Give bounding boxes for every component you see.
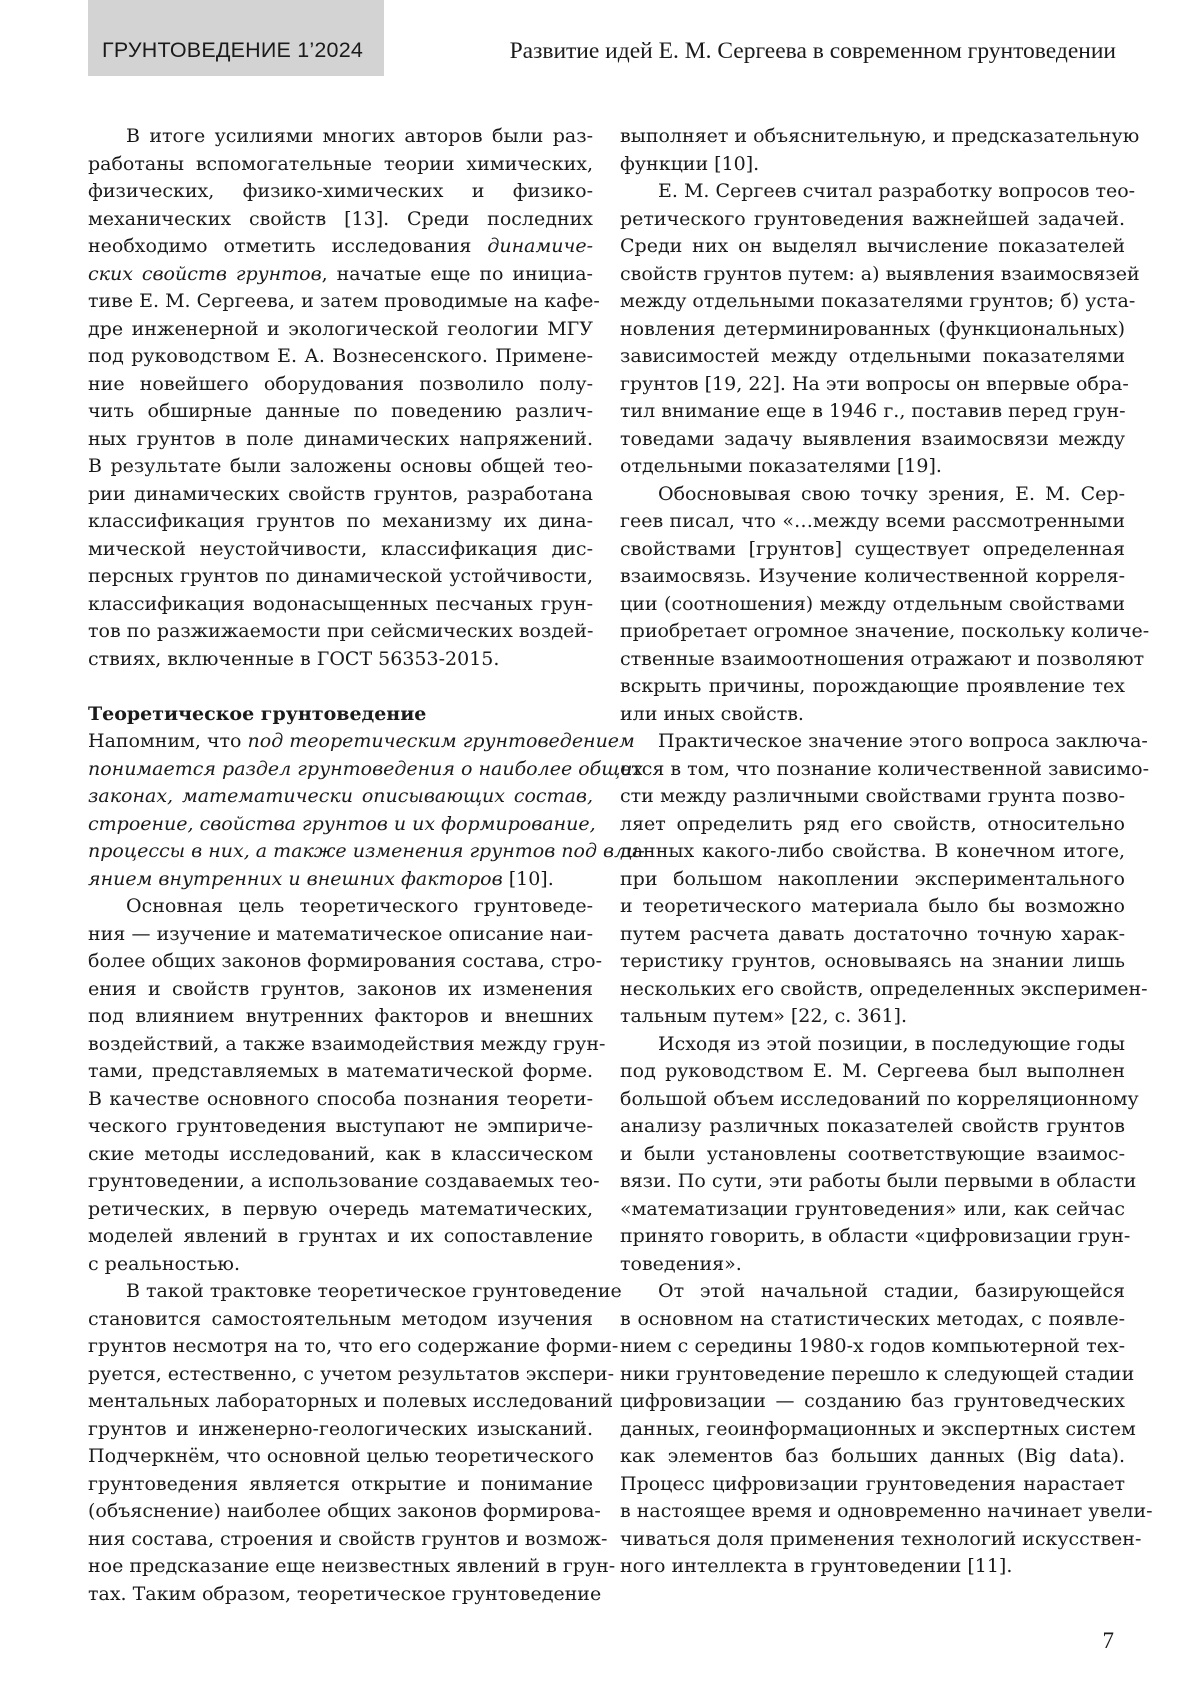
text-line: чиваться доля применения технологий искусствен-: [620, 1527, 1142, 1550]
text-line: свойствами [грунтов] существует определенная: [620, 537, 1125, 560]
text-line: ния состава, строения и свойств грунтов и возмож-: [88, 1527, 608, 1550]
text-line: ляет определить ряд его свойств, относительно: [620, 812, 1125, 835]
text-line: или иных свойств.: [620, 702, 804, 725]
text-line: ного интеллекта в грунтоведении [11].: [620, 1555, 1013, 1577]
text-line: [88, 866, 593, 894]
text-line: классификация водонасыщенных песчаных грун-: [88, 592, 593, 615]
text-line: в настоящее время и одновременно начинает увели-: [620, 1500, 1153, 1522]
text-line: ческого грунтоведения выступают не эмпириче-: [88, 1115, 593, 1137]
text-line: при большом накоплении экспериментального: [620, 867, 1125, 890]
text-line: нием с середины 1980-х годов компьютерной тех-: [620, 1335, 1125, 1357]
text-line: под руководством Е. М. Сергеева был выполнен: [620, 1060, 1125, 1082]
paragraph: [88, 893, 606, 1278]
text-line: цифровизации — созданию баз грунтоведческих: [620, 1390, 1125, 1412]
text-line: теристику грунтов, основываясь на знании лишь: [620, 950, 1125, 972]
text-line: [88, 261, 593, 289]
text-line: путем расчета давать достаточно точную харак-: [620, 922, 1125, 945]
text-line: [88, 233, 593, 261]
italic-text: динамиче-: [487, 235, 593, 257]
text-line: тиве Е. М. Сергеева, и затем проводимые на кафе-: [88, 290, 600, 312]
section-heading: Теоретическое грунтоведение: [88, 702, 427, 725]
text-line: ние новейшего оборудования позволило полу-: [88, 372, 593, 395]
text-line: (объяснение) наиболее общих законов формирова-: [88, 1500, 601, 1522]
text-line: воздействий, а также взаимодействия между грун-: [88, 1032, 606, 1055]
paragraph: [88, 1278, 622, 1608]
text-line: между отдельными показателями грунтов; б) уста-: [620, 290, 1136, 312]
italic-text: ских свойств грунтов: [88, 262, 322, 285]
text-line: В итоге усилиями многих авторов были раз-: [126, 125, 593, 147]
text-line: моделей явлений в грунтах и их сопоставление: [88, 1225, 593, 1247]
text-line: законах, математически описывающих состав,: [88, 785, 593, 807]
text-line: Е. М. Сергеев считал разработку вопросов тео-: [658, 180, 1136, 202]
text-line: В результате были заложены основы общей тео-: [88, 455, 593, 477]
text-line: более общих законов формирования состава, стро-: [88, 950, 603, 972]
text-line: свойств грунтов путем: а) выявления взаимосвязей: [620, 262, 1140, 285]
text-line: грунтов и инженерно-геологических изысканий.: [88, 1417, 593, 1440]
text-line: тил внимание еще в 1946 г., поставив перед грун-: [620, 400, 1126, 422]
left-column: [88, 123, 645, 1608]
paragraph: [620, 1031, 1139, 1279]
text-line: большой объем исследований по корреляционному: [620, 1087, 1139, 1110]
text-line: В качестве основного способа познания теорети-: [88, 1087, 593, 1110]
text-line: ские методы исследований, как в классическом: [88, 1142, 593, 1165]
text-line: грунтоведении, а использование создаваемых тео-: [88, 1170, 600, 1192]
text-line: в основном на статистических методах, с появле-: [620, 1307, 1125, 1330]
text-line: тов по разжижаемости при сейсмических воздей-: [88, 620, 594, 642]
text-line: строение, свойства грунтов и их формирование,: [88, 812, 596, 835]
text-line: вскрыть причины, порождающие проявление тех: [620, 675, 1125, 697]
paragraph: [620, 481, 1150, 729]
text-line: классификация грунтов по механизму их дина-: [88, 510, 593, 532]
text-line: ретических, в первую очередь математических,: [88, 1197, 593, 1220]
text-line: отдельными показателями [19].: [620, 455, 942, 477]
text-line: работаны вспомогательные теории химических,: [88, 152, 593, 175]
text-line: ения и свойств грунтов, законов их изменения: [88, 977, 593, 1000]
text-line: мической неустойчивости, классификация дис-: [88, 537, 593, 560]
right-column: [620, 123, 1153, 1581]
text-line: геев писал, что «…между всеми рассмотренными: [620, 510, 1125, 532]
text-line: ния — изучение и математическое описание наи-: [88, 922, 593, 945]
text-line: ется в том, что познание количественной зависимо-: [620, 757, 1149, 780]
text-line: процессы в них, а также изменения грунтов под вли-: [88, 840, 645, 862]
text-run: , начатые еще по инициа-: [321, 262, 593, 285]
text-line: с реальностью.: [88, 1252, 241, 1275]
text-line: понимается раздел грунтоведения о наиболее общих: [88, 757, 644, 780]
italic-text: янием внутренних и внешних факторов: [88, 867, 503, 890]
text-line: и были установлены соответствующие взаимос-: [620, 1142, 1125, 1165]
text-line: данных, геоинформационных и экспертных систем: [620, 1417, 1136, 1440]
text-line: физических, физико-химических и физико-: [88, 180, 593, 202]
text-line: новления детерминированных (функциональных): [620, 317, 1125, 340]
text-line: под влиянием внутренних факторов и внешних: [88, 1005, 593, 1027]
text-line: выполняет и объяснительную, и предсказательную: [620, 125, 1140, 147]
paragraph: [620, 1278, 1153, 1581]
text-line: дре инженерной и экологической геологии МГУ: [88, 317, 593, 340]
journal-title: ГРУНТОВЕДЕНИЕ 1’2024: [102, 38, 364, 62]
text-line: как элементов баз больших данных (Big data).: [620, 1445, 1125, 1467]
text-line: сти между различными свойствами грунта позво-: [620, 785, 1125, 807]
text-line: механических свойств [13]. Среди последних: [88, 207, 593, 230]
paragraph: [620, 178, 1140, 481]
text-line: нескольких его свойств, определенных эксперимен-: [620, 977, 1148, 1000]
text-line: рии динамических свойств грунтов, разработана: [88, 482, 593, 505]
text-line: Подчеркнём, что основной целью теоретического: [88, 1445, 594, 1467]
text-line: От этой начальной стадии, базирующейся: [658, 1280, 1125, 1302]
text-line: товедения».: [620, 1252, 742, 1275]
running-title: Развитие идей Е. М. Сергеева в современном грунтоведении: [509, 38, 1116, 64]
text-run: [10].: [502, 867, 554, 890]
text-line: Среди них он выделял вычисление показателей: [620, 235, 1125, 257]
text-line: руется, естественно, с учетом результатов экспери-: [88, 1362, 615, 1385]
text-line: ствиях, включенные в ГОСТ 56353-2015.: [88, 647, 500, 670]
text-line: Основная цель теоретического грунтоведе-: [126, 895, 593, 917]
text-run: необходимо отметить исследования: [88, 235, 488, 257]
text-line: принято говорить, в области «цифровизации грун-: [620, 1225, 1131, 1247]
paragraph: [620, 728, 1149, 1031]
text-line: [88, 728, 635, 756]
text-line: под руководством Е. А. Вознесенского. Примене-: [88, 345, 593, 367]
text-line: вязи. По сути, эти работы были первыми в области: [620, 1170, 1137, 1192]
text-line: Исходя из этой позиции, в последующие годы: [658, 1032, 1125, 1055]
text-line: Процесс цифровизации грунтоведения нарастает: [620, 1472, 1125, 1495]
text-line: приобретает огромное значение, поскольку количе-: [620, 620, 1150, 642]
text-line: Практическое значение этого вопроса заключа-: [658, 730, 1148, 752]
text-line: ственные взаимоотношения отражают и позволяют: [620, 647, 1145, 670]
text-line: В такой трактовке теоретическое грунтоведение: [126, 1280, 622, 1302]
text-line: данных какого-либо свойства. В конечном итоге,: [620, 840, 1125, 862]
text-line: грунтов несмотря на то, что его содержание форми-: [88, 1335, 619, 1357]
text-line: грунтов [19, 22]. На эти вопросы он впервые обра-: [620, 372, 1129, 395]
text-line: ных грунтов в поле динамических напряжений.: [88, 427, 593, 450]
text-line: тальным путем» [22, с. 361].: [620, 1005, 908, 1027]
page-number: 7: [1102, 1628, 1114, 1653]
text-line: зависимостей между отдельными показателями: [620, 345, 1125, 367]
text-line: взаимосвязь. Изучение количественной корреля-: [620, 565, 1125, 587]
text-line: товедами задачу выявления взаимосвязи между: [620, 427, 1125, 450]
text-line: чить обширные данные по поведению различ-: [88, 400, 593, 422]
text-run: Напомним, что: [88, 730, 248, 752]
text-line: ции (соотношения) между отдельным свойствами: [620, 592, 1125, 615]
text-line: тах. Таким образом, теоретическое грунтоведение: [88, 1582, 602, 1605]
text-line: персных грунтов по динамической устойчивости,: [88, 565, 593, 587]
paragraph: [88, 123, 600, 673]
text-line: ники грунтоведение перешло к следующей стадии: [620, 1362, 1135, 1385]
text-line: грунтоведения является открытие и понимание: [88, 1472, 593, 1495]
text-line: Обосновывая свою точку зрения, Е. М. Сер-: [658, 482, 1125, 505]
text-line: функции [10].: [620, 152, 760, 175]
text-line: ретического грунтоведения важнейшей задачей.: [620, 207, 1125, 230]
text-line: тами, представляемых в математической форме.: [88, 1060, 593, 1082]
text-line: становится самостоятельным методом изучения: [88, 1307, 593, 1330]
text-line: ное предсказание еще неизвестных явлений в грун-: [88, 1555, 616, 1577]
paragraph: [88, 728, 645, 893]
text-line: анализу различных показателей свойств грунтов: [620, 1115, 1125, 1137]
text-line: «математизации грунтоведения» или, как сейчас: [620, 1197, 1125, 1220]
text-line: и теоретического материала было бы возможно: [620, 895, 1125, 917]
paragraph: [620, 123, 1140, 178]
text-line: ментальных лабораторных и полевых исследований: [88, 1390, 614, 1412]
paragraph-gap: [88, 673, 593, 701]
italic-text: под теоретическим грунтоведением: [247, 730, 635, 752]
